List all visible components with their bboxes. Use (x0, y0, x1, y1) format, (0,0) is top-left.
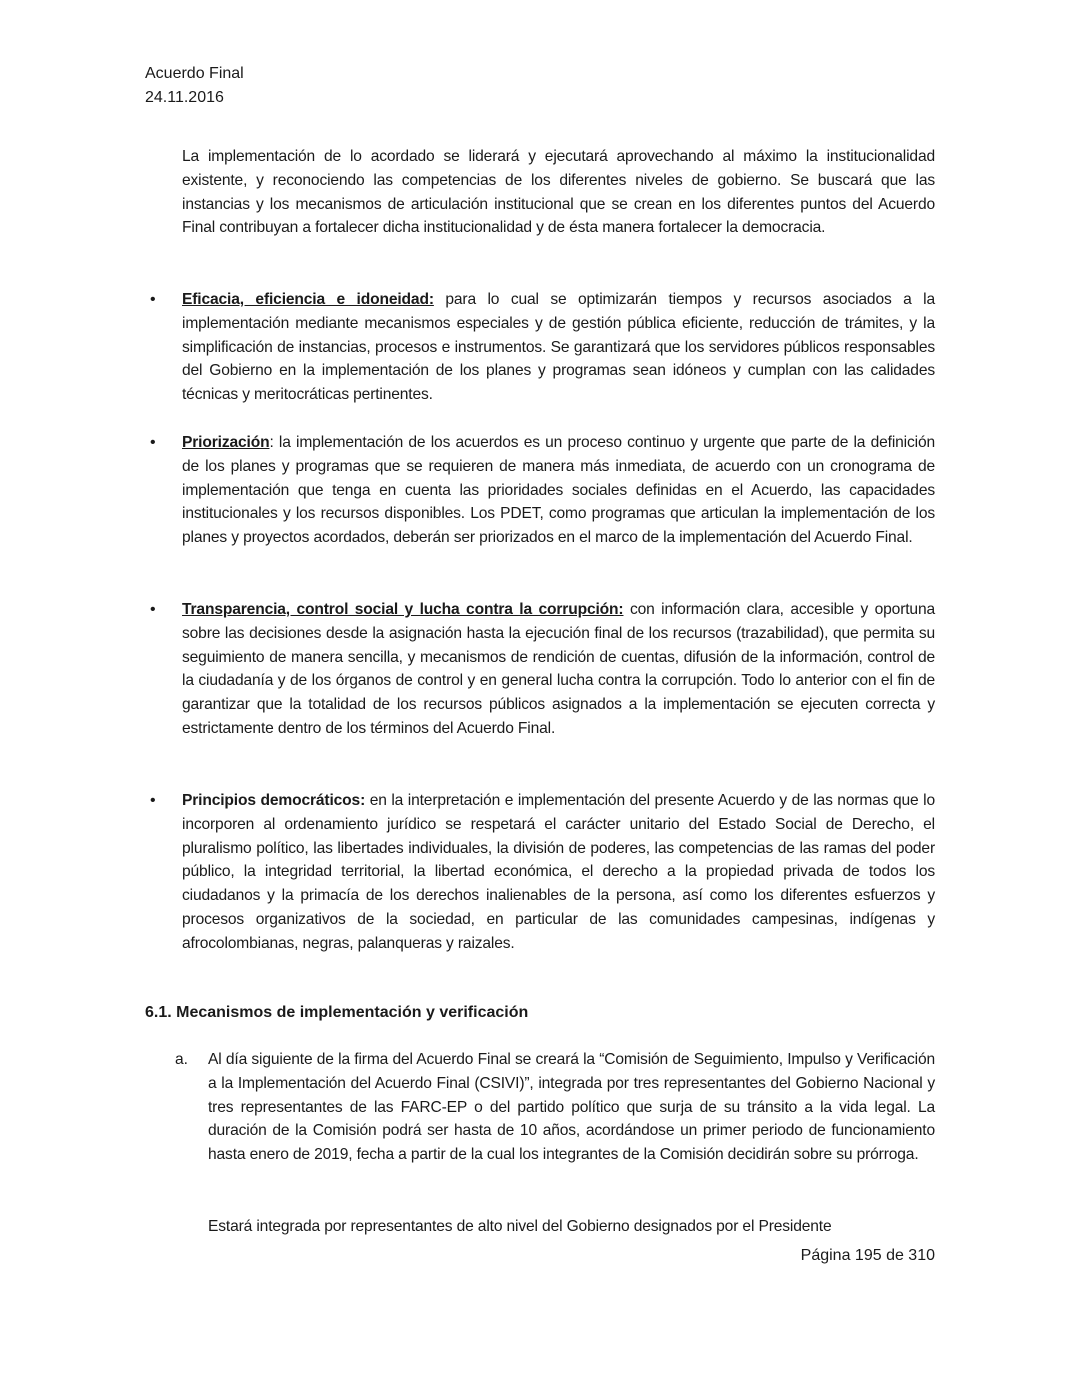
bullet-term: Priorización (182, 434, 270, 451)
bullet-icon: • (150, 434, 156, 451)
bullet-text: para lo cual se optimizarán tiempos y recursos asociados a la implementación mediante mecanismos especiales y de gestión pública eficiente, reducción de trámites, y la simplificación de instancias, procesos e instrumentos. Se garantizará que los servidores públicos responsables del Gobierno en la implementación de los planes y programas sean idóneos y cumplan con las calidades técnicas y meritocráticas pertinentes. (182, 291, 935, 404)
document-title: Acuerdo Final (145, 65, 244, 82)
list-label: a. (175, 1051, 189, 1068)
list-item-a-continuation: Estará integrada por representantes de alto nivel del Gobierno designados por el Presidente (208, 1218, 832, 1235)
bullet-transparency (182, 598, 935, 741)
document-date: 24.11.2016 (145, 89, 224, 106)
section-heading: 6.1. Mecanismos de implementación y verificación (145, 1004, 529, 1021)
list-item-a: Al día siguiente de la firma del Acuerdo Final se creará la “Comisión de Seguimiento, Impulso y Verificación a la Implementación del Acuerdo Final (CSIVI)”, integrada por tres representantes del Gobierno Nacional y tres representantes de las FARC-EP o del partido político que surja de su tránsito a la vida legal. La duración de la Comisión podrá ser hasta de 10 años, acordándose un primer periodo de funcionamiento hasta enero de 2019, fecha a partir de la cual los integrantes de la Comisión decidirán sobre su prórroga. (208, 1051, 935, 1164)
page-number: Página 195 de 310 (800, 1247, 935, 1264)
bullet-icon: • (150, 601, 156, 618)
bullet-text: : la implementación de los acuerdos es un proceso continuo y urgente que parte de la definición de los planes y programas que se requieren de manera más inmediata, de acuerdo con un cronograma de implementación que tenga en cuenta las prioridades sociales definidas en el Acuerdo, las capacidades institucionales y los recursos disponibles. Los PDET, como programas que articulan la implementación de los planes y proyectos acordados, deberán ser priorizados en el marco de la implementación del Acuerdo Final. (182, 434, 935, 547)
bullet-icon: • (150, 792, 156, 809)
intro-paragraph: La implementación de lo acordado se liderará y ejecutará aprovechando al máximo la institucionalidad existente, y reconociendo las competencias de los diferentes niveles de gobierno. Se buscará que las instancias y los mecanismos de articulación institucional que se crean en los diferentes puntos del Acuerdo Final contribuyan a fortalecer dicha institucionalidad y de ésta manera fortalecer la democracia. (182, 148, 935, 237)
bullet-term: Principios democráticos: (182, 792, 366, 809)
bullet-term: Eficacia, eficiencia e idoneidad: (182, 291, 434, 308)
bullet-efficacy (182, 288, 935, 407)
bullet-text: en la interpretación e implementación del presente Acuerdo y de las normas que lo incorporen al ordenamiento jurídico se respetará el carácter unitario del Estado Social de Derecho, el pluralismo político, las libertades individuales, la división de poderes, las competencias de las ramas del poder público, la integridad territorial, la libertad económica, el derecho a la propiedad privada de todos los ciudadanos y la primacía de los derechos inalienables de la persona, así como los diferentes esfuerzos y procesos organizativos de la sociedad, en particular de las comunidades campesinas, indígenas y afrocolombianas, negras, palanqueras y raizales. (182, 792, 935, 952)
bullet-prioritization (182, 431, 935, 550)
bullet-icon: • (150, 291, 156, 308)
bullet-term: Transparencia, control social y lucha contra la corrupción: (182, 601, 624, 618)
bullet-democratic-principles (182, 789, 935, 956)
bullet-text: con información clara, accesible y oportuna sobre las decisiones desde la asignación hasta la ejecución final de los recursos (trazabilidad), que permita su seguimiento de manera sencilla, y mecanismos de rendición de cuentas, difusión de la información, control de la ciudadanía y de los órganos de control y en general lucha contra la corrupción. Todo lo anterior con el fin de garantizar que la totalidad de los recursos públicos asignados a la implementación se ejecuten correcta y estrictamente dentro de los términos del Acuerdo Final. (182, 601, 935, 737)
